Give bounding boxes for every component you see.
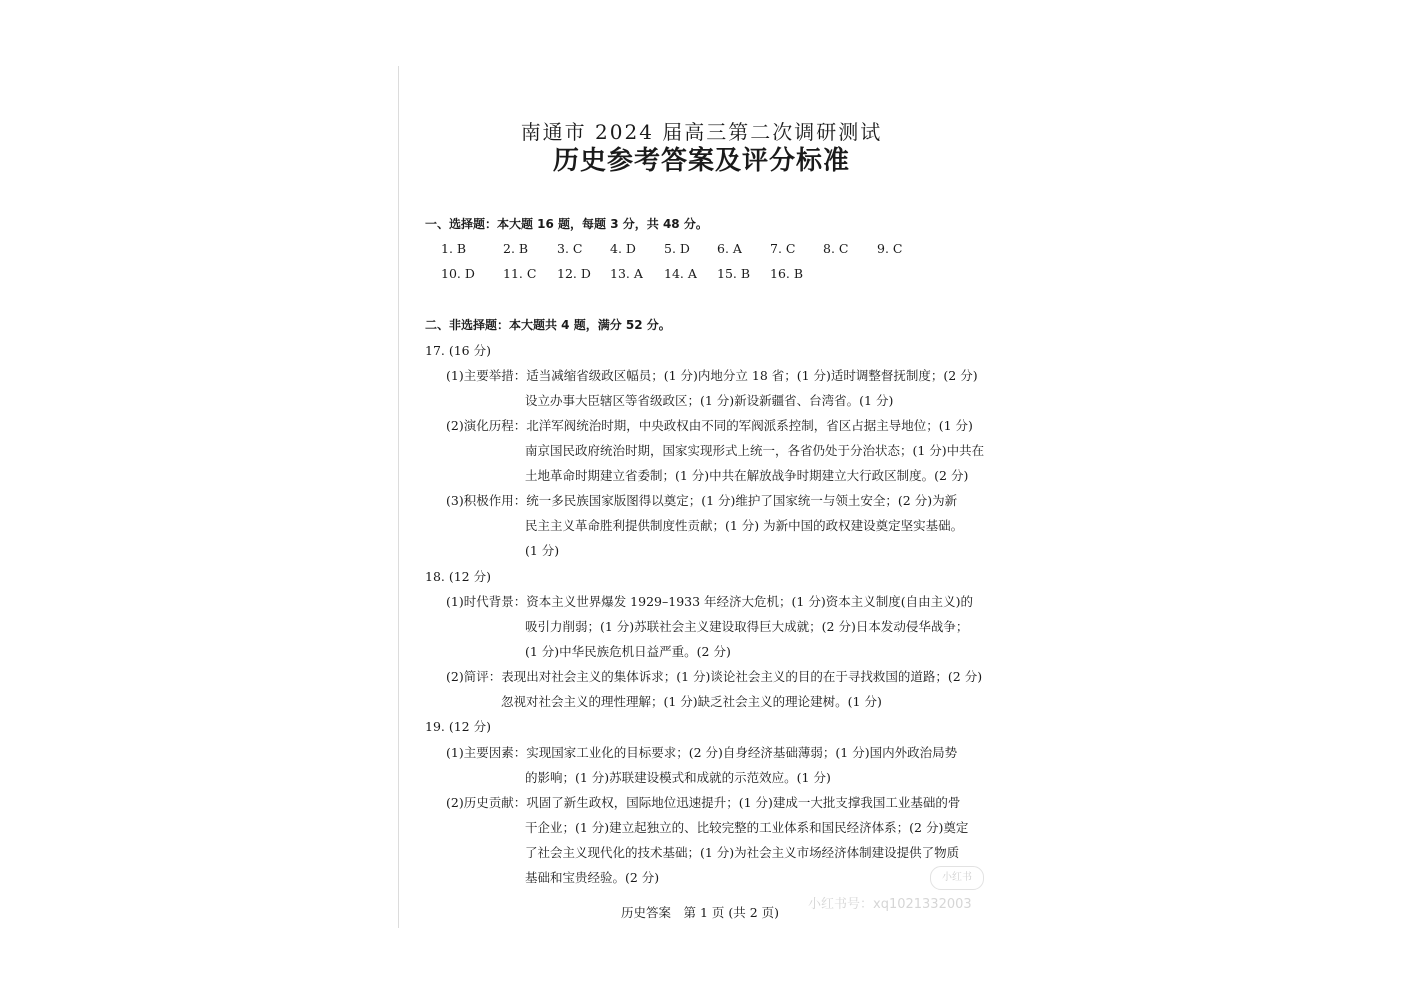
answer-item: 15. B bbox=[717, 266, 751, 281]
answer-line: 土地革命时期建立省委制；(1 分)中共在解放战争时期建立大行政区制度。(2 分) bbox=[525, 468, 969, 483]
answer-line: (2)历史贡献：巩固了新生政权，国际地位迅速提升；(1 分)建成一大批支撑我国工业基础的骨 bbox=[446, 795, 961, 810]
answer-line: (1)时代背景：资本主义世界爆发 1929–1933 年经济大危机；(1 分)资本主义制度(自由主义)的 bbox=[446, 594, 973, 609]
answer-line: (1 分)中华民族危机日益严重。(2 分) bbox=[525, 644, 731, 659]
answer-line: (2)演化历程：北洋军阀统治时期，中央政权由不同的军阀派系控制，省区占据主导地位；(1 分) bbox=[446, 418, 973, 433]
answer-item: 13. A bbox=[610, 266, 643, 281]
answer-line: (3)积极作用：统一多民族国家版图得以奠定；(1 分)维护了国家统一与领土安全；(2 分)为新 bbox=[446, 493, 958, 508]
answer-line: 的影响；(1 分)苏联建设模式和成就的示范效应。(1 分) bbox=[525, 770, 831, 785]
answer-item: 4. D bbox=[610, 241, 636, 256]
answer-item: 14. A bbox=[664, 266, 697, 281]
answer-item: 1. B bbox=[441, 241, 467, 256]
answer-item: 11. C bbox=[503, 266, 537, 281]
question-heading: 19. (12 分) bbox=[425, 719, 491, 734]
answer-item: 2. B bbox=[503, 241, 529, 256]
answer-item: 6. A bbox=[717, 241, 742, 256]
answer-line: 设立办事大臣辖区等省级政区；(1 分)新设新疆省、台湾省。(1 分) bbox=[525, 393, 894, 408]
page-margin-line bbox=[398, 66, 399, 928]
answer-line: 南京国民政府统治时期，国家实现形式上统一，各省仍处于分治状态；(1 分)中共在 bbox=[525, 443, 985, 458]
answer-line: 了社会主义现代化的技术基础；(1 分)为社会主义市场经济体制建设提供了物质 bbox=[525, 845, 960, 860]
answer-item: 16. B bbox=[770, 266, 804, 281]
answer-line: (2)简评：表现出对社会主义的集体诉求；(1 分)谈论社会主义的目的在于寻找救国的道路；(2 分) bbox=[446, 669, 983, 684]
section2-heading: 二、非选择题：本大题共 4 题，满分 52 分。 bbox=[425, 318, 671, 332]
answer-item: 12. D bbox=[557, 266, 591, 281]
watermark-badge: 小红书 bbox=[930, 866, 984, 890]
answer-line: 民主主义革命胜利提供制度性贡献；(1 分) 为新中国的政权建设奠定坚实基础。 bbox=[525, 518, 964, 533]
answer-item: 8. C bbox=[823, 241, 849, 256]
question-heading: 17. (16 分) bbox=[425, 343, 491, 358]
section1-heading: 一、选择题：本大题 16 题，每题 3 分，共 48 分。 bbox=[425, 217, 708, 231]
answer-item: 5. D bbox=[664, 241, 690, 256]
answer-item: 10. D bbox=[441, 266, 475, 281]
question-heading: 18. (12 分) bbox=[425, 569, 491, 584]
answer-line: 干企业；(1 分)建立起独立的、比较完整的工业体系和国民经济体系；(2 分)奠定 bbox=[525, 820, 969, 835]
answer-line: (1 分) bbox=[525, 543, 560, 558]
answer-line: 基础和宝贵经验。(2 分) bbox=[525, 870, 660, 885]
document-title: 历史参考答案及评分标准 bbox=[552, 146, 850, 176]
answer-line: 忽视对社会主义的理性理解；(1 分)缺乏社会主义的理论建树。(1 分) bbox=[501, 694, 882, 709]
answer-line: (1)主要因素：实现国家工业化的目标要求；(2 分)自身经济基础薄弱；(1 分)国内外政治局势 bbox=[446, 745, 958, 760]
exam-title: 南通市 2024 届高三第二次调研测试 bbox=[520, 120, 883, 144]
answer-item: 7. C bbox=[770, 241, 796, 256]
answer-line: (1)主要举措：适当减缩省级政区幅员；(1 分)内地分立 18 省；(1 分)适时调整督抚制度；(2 分) bbox=[446, 368, 978, 383]
answer-item: 3. C bbox=[557, 241, 583, 256]
page-footer: 历史答案 第 1 页 (共 2 页) bbox=[621, 905, 780, 920]
answer-line: 吸引力削弱；(1 分)苏联社会主义建设取得巨大成就；(2 分)日本发动侵华战争； bbox=[525, 619, 969, 634]
watermark-text: 小红书号：xq1021332003 bbox=[808, 897, 972, 912]
answer-item: 9. C bbox=[877, 241, 903, 256]
